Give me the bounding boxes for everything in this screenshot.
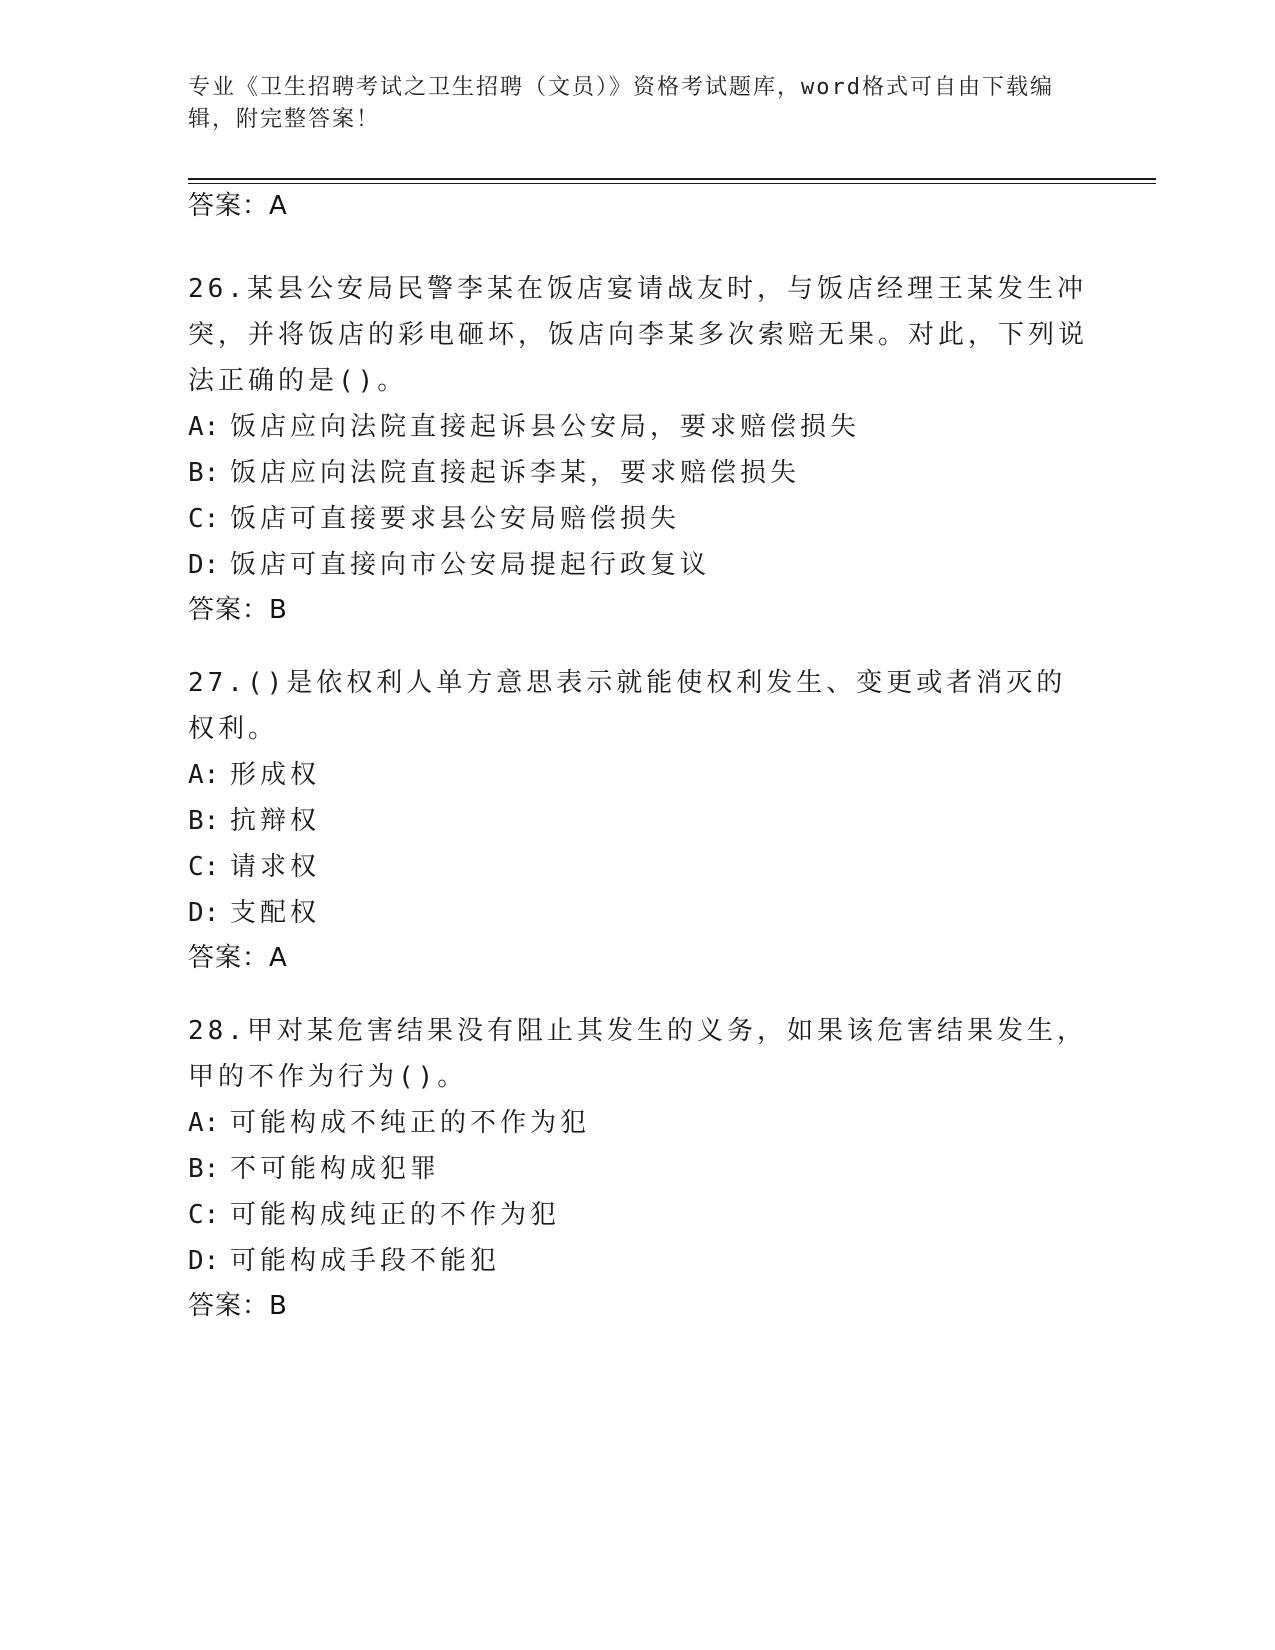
option-letter: B: — [188, 1154, 220, 1184]
option-a — [188, 404, 1088, 450]
question-text: 27.()是依权利人单方意思表示就能使权利发生、变更或者消灭的权利。 — [188, 668, 1067, 744]
option-letter: C: — [188, 1200, 220, 1230]
option-text: 饭店应向法院直接起诉县公安局，要求赔偿损失 — [230, 412, 861, 442]
option-letter: A: — [188, 1108, 220, 1138]
option-letter: D: — [188, 1246, 220, 1276]
option-text: 饭店可直接向市公安局提起行政复议 — [230, 550, 711, 580]
option-b — [188, 450, 1088, 496]
option-c — [188, 496, 1088, 542]
option-b — [188, 1146, 1088, 1192]
answer-line: 答案：B — [188, 595, 288, 625]
option-letter: C: — [188, 852, 220, 882]
option-a — [188, 752, 1088, 798]
option-text: 形成权 — [230, 760, 321, 790]
option-letter: B: — [188, 458, 220, 488]
question-26 — [188, 266, 1088, 632]
question-text: 28.甲对某危害结果没有阻止其发生的义务，如果该危害结果发生，甲的不作为行为()。 — [188, 1016, 1087, 1092]
previous-answer: 答案：A — [188, 191, 288, 221]
option-letter: C: — [188, 504, 220, 534]
question-text: 26.某县公安局民警李某在饭店宴请战友时，与饭店经理王某发生冲突，并将饭店的彩电砸坏，饭店向李某多次索赔无果。对此，下列说法正确的是()。 — [188, 274, 1089, 396]
option-b — [188, 798, 1088, 844]
option-text: 可能构成不纯正的不作为犯 — [230, 1108, 591, 1138]
option-letter: D: — [188, 550, 220, 580]
answer-line: 答案：B — [188, 1291, 288, 1321]
option-letter: D: — [188, 898, 220, 928]
option-text: 支配权 — [230, 898, 321, 928]
answer-line: 答案：A — [188, 943, 288, 973]
option-text: 可能构成纯正的不作为犯 — [230, 1200, 561, 1230]
option-text: 请求权 — [230, 852, 321, 882]
option-letter: A: — [188, 760, 220, 790]
option-text: 抗辩权 — [230, 806, 321, 836]
option-c — [188, 1192, 1088, 1238]
option-text: 饭店可直接要求县公安局赔偿损失 — [230, 504, 681, 534]
option-a — [188, 1100, 1088, 1146]
question-27 — [188, 660, 1088, 980]
question-28 — [188, 1008, 1088, 1328]
option-d — [188, 542, 1088, 588]
option-letter: A: — [188, 412, 220, 442]
header-divider — [188, 178, 1156, 180]
page-header-text: 专业《卫生招聘考试之卫生招聘（文员）》资格考试题库，word格式可自由下载编辑，附完整答案！ — [188, 75, 1054, 132]
option-c — [188, 844, 1088, 890]
option-text: 不可能构成犯罪 — [230, 1154, 441, 1184]
option-text: 可能构成手段不能犯 — [230, 1246, 501, 1276]
option-d — [188, 890, 1088, 936]
option-letter: B: — [188, 806, 220, 836]
option-d — [188, 1238, 1088, 1284]
option-text: 饭店应向法院直接起诉李某，要求赔偿损失 — [230, 458, 801, 488]
